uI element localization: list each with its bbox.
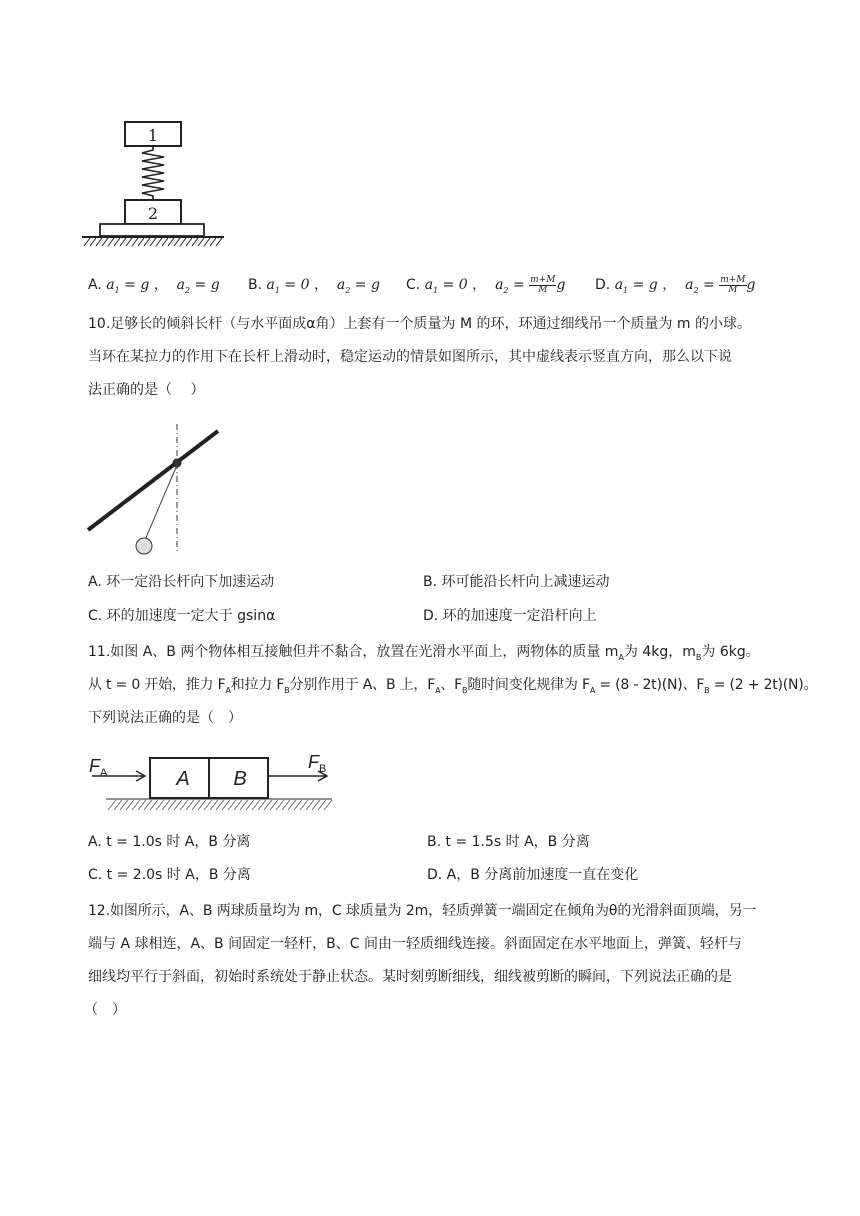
q9-option-d[interactable]: D. $a_1 = g$ ， $a_2$ = $\frac{m+M}{M}$ g (595, 274, 756, 295)
q11-option-d[interactable]: D. A，B 分离前加速度一直在变化 (427, 867, 639, 883)
q11-block-a-label: A (176, 768, 190, 790)
q11-option-c[interactable]: C. t = 2.0s 时 A，B 分离 (88, 867, 251, 883)
q9-option-a[interactable]: A. $a_1 = g$ ， $a_2 = g$ (88, 277, 220, 295)
q11-stem-line-1: 11.如图 A、B 两个物体相互接触但并不黏合，放置在光滑水平面上，两物体的质量 $m_A$为 4kg，$m_B$为 6kg。 (88, 644, 760, 662)
q11-fa-label: F (89, 756, 100, 776)
q12-stem-line-4: （ ） (84, 1002, 126, 1018)
q9-option-b[interactable]: B. $a_1 = 0$ ， $a_2 = g$ (248, 277, 380, 295)
svg-text:FB (308, 752, 326, 775)
q12-stem-line-1: 12.如图所示，A、B 两球质量均为 m，C 球质量为 2m，轻质弹簧一端固定在倾角为θ的光滑斜面顶端，另一 (88, 903, 757, 919)
q10-stem-line-1: 10.足够长的倾斜长杆（与水平面成α角）上套有一个质量为 M 的环，环通过细线吊一个质量为 m 的小球。 (88, 316, 752, 332)
q11-fb-label: F (308, 752, 319, 772)
q9-spring-blocks-figure (78, 118, 228, 253)
q11-fb-sub: B (319, 763, 327, 775)
q10-stem-line-2: 当环在某拉力的作用下在长杆上滑动时，稳定运动的情景如图所示，其中虚线表示竖直方向，那么以下说 (88, 349, 732, 365)
q11-stem-line-3: 下列说法正确的是（ ） (88, 710, 242, 726)
q11-blocks-figure (86, 750, 336, 818)
q9-block-1-label: 1 (147, 126, 159, 145)
q9-block-2-label: 2 (147, 204, 159, 223)
q10-option-d[interactable]: D. 环的加速度一定沿杆向上 (423, 608, 597, 624)
q11-stem-line-2: 从 t = 0 开始，推力 $F_A$和拉力 $F_B$分别作用于 A、B 上，$F_A$、$F_B$随时间变化规律为 $F_A = (8 - 2t)(N)$、$F_B = (2 + 2t)(N)$。 (88, 677, 818, 695)
q10-rod-ring-figure (82, 422, 227, 557)
q11-option-b[interactable]: B. t = 1.5s 时 A，B 分离 (427, 834, 590, 850)
q12-stem-line-3: 细线均平行于斜面，初始时系统处于静止状态。某时刻剪断细线，细线被剪断的瞬间，下列说法正确的是 (88, 969, 732, 985)
q12-stem-line-2: 端与 A 球相连，A、B 间固定一轻杆，B、C 间由一轻质细线连接。斜面固定在水平地面上，弹簧、轻杆与 (88, 936, 742, 952)
q11-option-a[interactable]: A. t = 1.0s 时 A，B 分离 (88, 834, 251, 850)
q10-stem-line-3: 法正确的是（ ） (88, 382, 205, 398)
q10-option-c[interactable]: C. 环的加速度一定大于 gsinα (88, 608, 276, 624)
q11-fa-sub: A (100, 767, 108, 779)
q10-option-b[interactable]: B. 环可能沿长杆向上减速运动 (423, 574, 610, 590)
q9-option-c[interactable]: C. $a_1 = 0$ ， $a_2$ = $\frac{m+M}{M}$ g (406, 274, 566, 295)
q10-option-a[interactable]: A. 环一定沿长杆向下加速运动 (88, 574, 275, 590)
q11-block-b-label: B (233, 768, 247, 790)
